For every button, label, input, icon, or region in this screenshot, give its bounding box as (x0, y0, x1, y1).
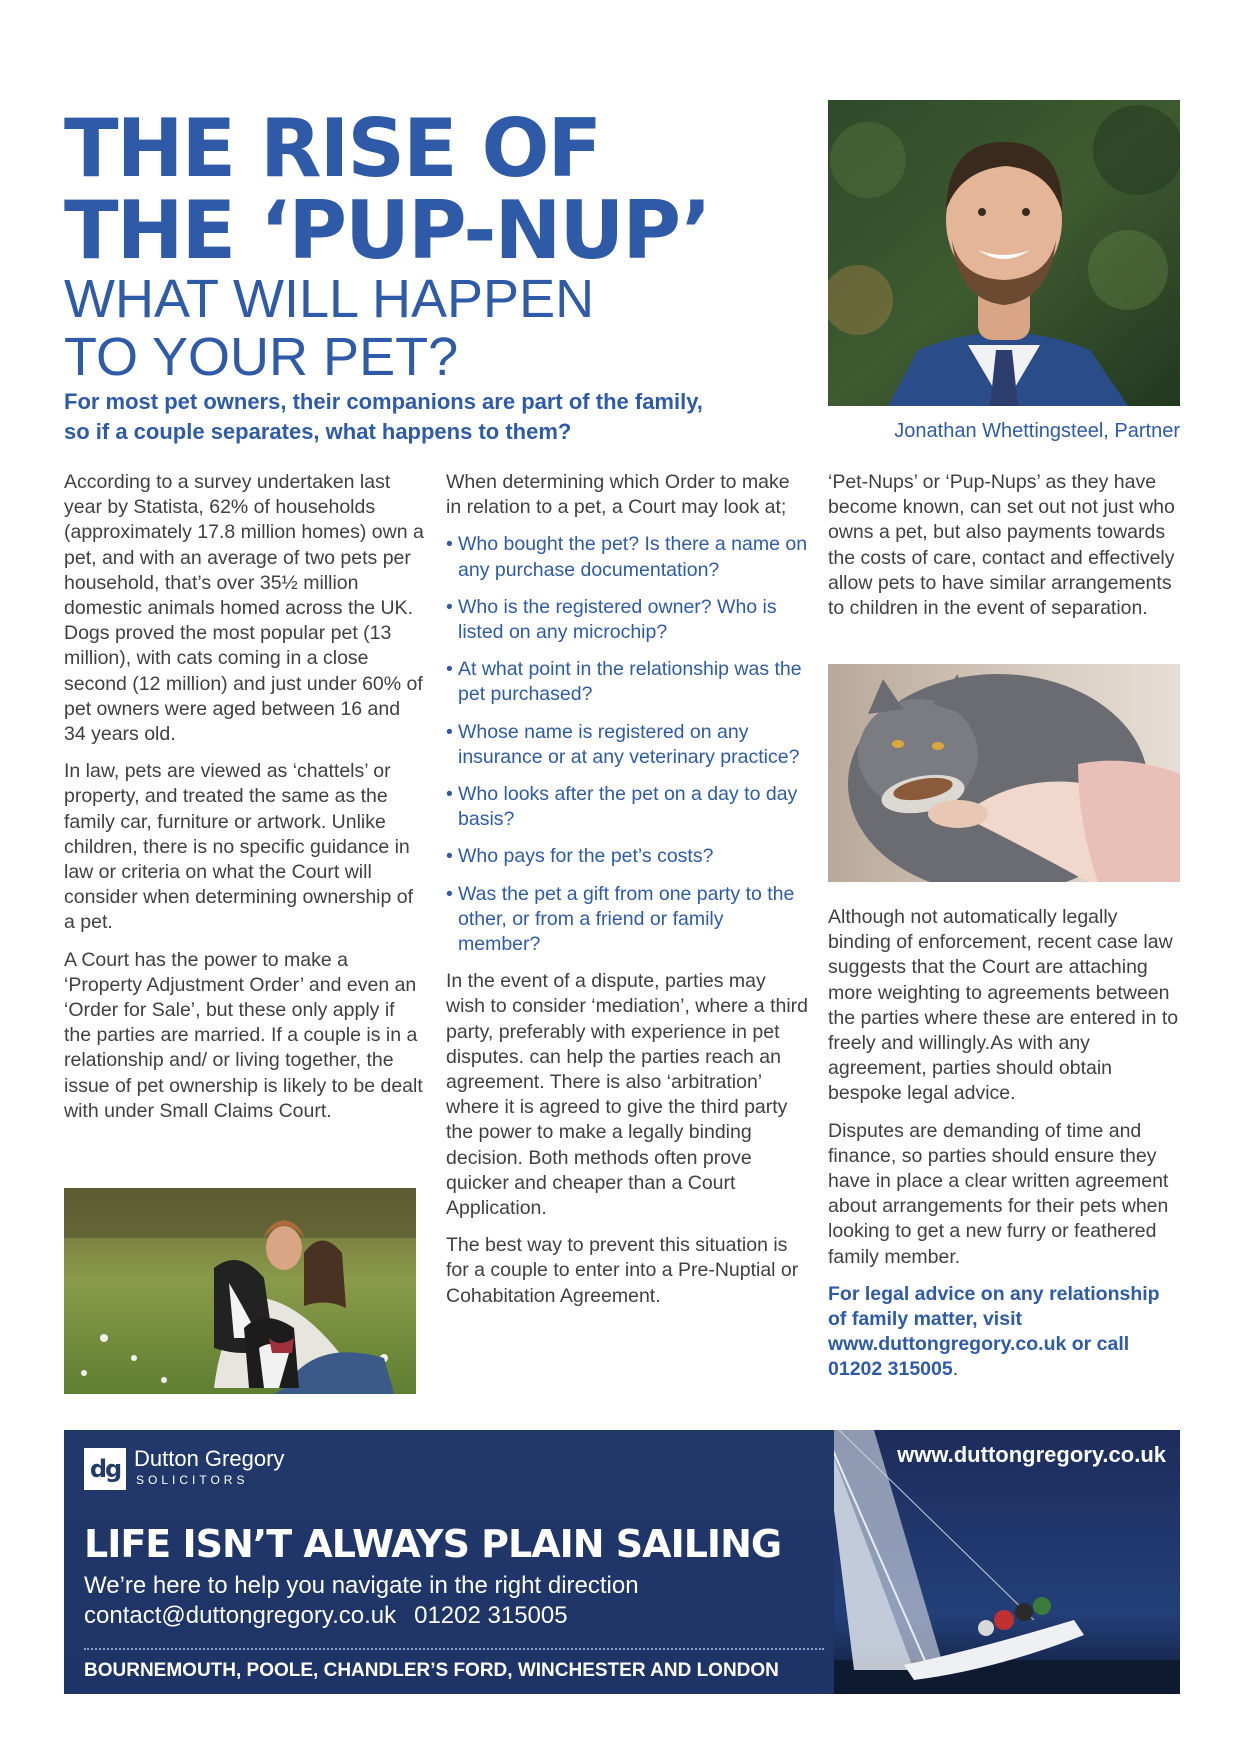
bullet-marker: • (446, 783, 453, 806)
col1-paragraph-2: In law, pets are viewed as ‘chattels’ or property, and treated the same as the family car, furniture or artwork. Unlike children, there is no specific guidance in law or criteria on what the Court will consider when determining ownership of a pet. (64, 760, 414, 934)
bullet-marker: • (446, 882, 453, 905)
article-intro (64, 387, 764, 447)
headline-line-2: THE ‘PUP-NUP’ (64, 184, 710, 277)
col3-paragraph-2: Although not automatically legally binding of enforcement, recent case law suggests that the Court are attaching more weighting to agreements between the parties where these are entered in to freely and willingly.As with any agreement, parties should obtain bespoke legal advice. (828, 906, 1179, 1105)
bullet-marker: • (446, 595, 453, 618)
logo-company-name: Dutton Gregory (134, 1446, 285, 1471)
logo-subtitle: SOLICITORS (136, 1473, 249, 1487)
partner-portrait-photo (828, 100, 1180, 406)
cat-eating-photo (828, 664, 1180, 882)
subhead-line-2: TO YOUR PET? (64, 327, 459, 387)
bullet-marker: • (446, 845, 453, 868)
col3-paragraph-1: ‘Pet-Nups’ or ‘Pup-Nups’ as they have become known, can set out not just who owns a pet, but also payments towards the costs of care, contact and effectively allow pets to have similar arrangements to children in the event of separation. (828, 471, 1175, 620)
banner-website-url: www.duttongregory.co.uk (897, 1442, 1166, 1467)
dutton-gregory-logo-icon: dg (84, 1448, 126, 1490)
col3-paragraph-3: Disputes are demanding of time and finance, so parties should ensure they have in place a clear written agreement about arrangements for their pets when looking to get a new furry or feathered family member. (828, 1119, 1169, 1268)
column-3-top (828, 470, 1180, 633)
intro-line-2: so if a couple separates, what happens to them? (64, 419, 572, 444)
list-item: • Who pays for the pet’s costs? (446, 844, 808, 869)
list-item: • Who bought the pet? Is there a name on any purchase documentation? (446, 533, 808, 581)
banner-office-locations: BOURNEMOUTH, POOLE, CHANDLER’S FORD, WINCHESTER AND LONDON (84, 1660, 779, 1681)
banner-email: contact@duttongregory.co.uk (84, 1602, 397, 1629)
list-item: • At what point in the relationship was the pet purchased? (446, 658, 802, 706)
col1-paragraph-1: According to a survey undertaken last year by Statista, 62% of households (approximately 17.8 million homes) own a pet, and with an average of two pets per household, that’s over 35½ million domestic animals homed across the UK. Dogs proved the most popular pet (13 million), with cats coming in a close second (12 million) and just under 60% of pet owners were aged between 16 and 34 years old. (64, 471, 424, 746)
col2-paragraph-3: The best way to prevent this situation is for a couple to enter into a Pre-Nuptial or Cohabitation Agreement. (446, 1234, 799, 1307)
court-questions-list (446, 532, 808, 957)
list-item: • Was the pet a gift from one party to the other, or from a friend or family member? (446, 882, 795, 956)
cta-text: For legal advice on any relationship of family matter, visit www.duttongregory.co.uk or call 01202 315005 (828, 1282, 1160, 1381)
banner-dotted-divider (84, 1648, 824, 1650)
col2-paragraph-2: In the event of a dispute, parties may wish to consider ‘mediation’, where a third party, preferably with experience in pet disputes. can help the parties reach an agreement. There is also ‘arbitration’ where it is agreed to give the third party the power to make a legally binding decision. Both methods often prove quicker and cheaper than a Court Application. (446, 970, 809, 1220)
bullet-marker: • (446, 720, 453, 743)
col2-paragraph-1: When determining which Order to make in relation to a pet, a Court may look at; (446, 471, 790, 519)
list-item: • Who is the registered owner? Who is listed on any microchip? (446, 595, 777, 644)
banner-tagline-sub: We’re here to help you navigate in the right direction (84, 1572, 639, 1599)
list-item: • Whose name is registered on any insurance or at any veterinary practice? (446, 720, 800, 768)
bullet-marker: • (446, 658, 453, 681)
banner-tagline: LIFE ISN’T ALWAYS PLAIN SAILING (84, 1522, 782, 1566)
article-subheadline (64, 270, 594, 386)
banner-contact-line (84, 1602, 568, 1630)
photo-caption: Jonathan Whettingsteel, Partner (894, 420, 1180, 442)
banner-phone: 01202 315005 (414, 1602, 568, 1629)
cta-period: . (952, 1358, 959, 1381)
dutton-gregory-ad-banner (64, 1430, 1180, 1694)
article-headline (64, 102, 710, 277)
intro-line-1: For most pet owners, their companions are part of the family, (64, 389, 703, 414)
subhead-line-1: WHAT WILL HAPPEN (64, 269, 595, 329)
list-item: • Who looks after the pet on a day to day basis? (446, 783, 798, 831)
col1-paragraph-3: A Court has the power to make a ‘Property Adjustment Order’ and even an ‘Order for Sale’, but these only apply if the parties are married. If a couple is in a relationship and/ or living together, the issue of pet ownership is likely to be dealt with under Small Claims Court. (64, 948, 423, 1122)
column-1 (64, 470, 424, 1136)
couple-with-dogs-photo (64, 1188, 416, 1394)
sailing-yacht-photo (834, 1430, 1180, 1694)
column-2 (446, 470, 808, 1321)
bullet-marker: • (446, 533, 453, 556)
headline-line-1: THE RISE OF (64, 102, 601, 195)
legal-advice-cta (828, 1282, 1180, 1383)
column-3-bottom (828, 905, 1180, 1395)
